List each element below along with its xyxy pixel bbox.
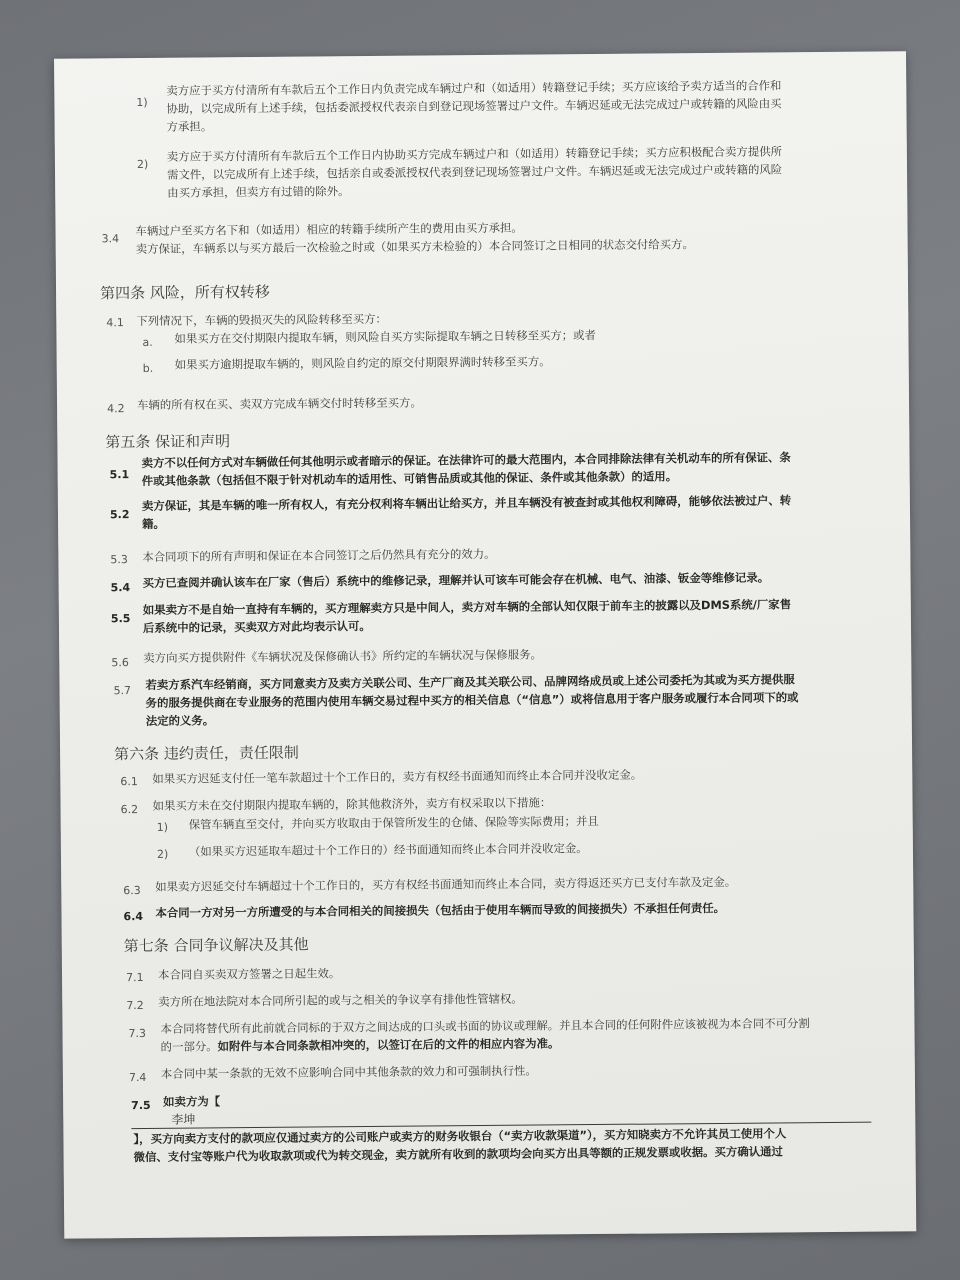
clause-number: 5.5 xyxy=(110,612,131,626)
clause-number: 7.4 xyxy=(128,1070,147,1085)
section-title: 第七条 合同争议解决及其他 xyxy=(123,935,309,956)
clause-number: 5.3 xyxy=(110,553,128,567)
clause-line: 法定的义务。 xyxy=(145,713,215,728)
clause-line: 方承担。 xyxy=(166,119,213,134)
seller-name-handwritten: 李坤 xyxy=(171,1112,196,1127)
item-number: b. xyxy=(142,361,154,375)
clause-line: 车辆过户至买方名下和（如适用）相应的转籍手续所产生的费用由买方承担。 xyxy=(135,220,523,239)
clause-text: 的一部分。 xyxy=(160,1039,218,1054)
clause-line: 如果买方迟延支付任一笔车款超过十个工作日的，卖方有权经书面通知而终止本合同并没收定金。 xyxy=(152,767,643,786)
clause-line: 件或其他条款（包括但不限于针对机动车的适用性、可销售品质或其他的保证、条件或其他条款）的适用。 xyxy=(141,469,678,488)
clause-line: 籍。 xyxy=(142,516,165,531)
clause-line: 卖方所在地法院对本合同所引起的或与之相关的争议享有排他性管辖权。 xyxy=(158,991,523,1009)
clause-line: 如果买方在交付期限内提取车辆，则风险自买方实际提取车辆之日转移至买方；或者 xyxy=(174,327,596,346)
clause-number: 7.5 xyxy=(131,1098,151,1113)
clause-line: 卖方应于买方付清所有车款后五个工作日内协助买方完成车辆过户和（如适用）转籍登记手续；买方应积极配合卖方提供所 xyxy=(166,144,783,164)
clause-line: 需文件，以完成所有上述手续，包括亲自或委派授权代表到登记现场签署过户文件。车辆迟延或无法完成过户或转籍的风险 xyxy=(166,162,783,182)
clause-line: 卖方向买方提供附件《车辆状况及保修确认书》所约定的车辆状况与保修服务。 xyxy=(143,647,542,665)
clause-number: 6.3 xyxy=(123,883,141,898)
item-number: 1) xyxy=(136,95,148,109)
clause-line: 本合同一方对另一方所遭受的与本合同相关的间接损失（包括由于使用车辆而导致的间接损失）不承担任何责任。 xyxy=(155,900,726,920)
contract-page xyxy=(54,51,916,1238)
clause-line: 本合同自买卖双方签署之日起生效。 xyxy=(157,966,341,982)
section-title: 第四条 风险，所有权转移 xyxy=(99,282,270,303)
clause-number: 5.4 xyxy=(110,581,131,595)
item-number: 1) xyxy=(156,820,169,834)
clause-line: 本合同将替代所有此前就合同标的于双方之间达成的口头或书面的协议或理解。并且本合同的任何附件应该被视为本合同不可分割 xyxy=(160,1016,810,1036)
clause-number: 5.7 xyxy=(113,684,132,698)
clause-number: 6.2 xyxy=(120,803,139,817)
clause-line: 车辆的所有权在买、卖双方完成车辆交付时转移至买方。 xyxy=(136,395,422,413)
clause-line: 若卖方系汽车经销商，买方同意卖方及卖方关联公司、生产厂商及其关联公司、品牌网络成员或上述公司委托为其或为买方提供服 xyxy=(145,672,795,692)
clause-line: 卖方应于买方付清所有车款后五个工作日内负责完成车辆过户和（如适用）转籍登记手续；买方应该给予卖方适当的合作和 xyxy=(166,78,782,98)
clause-line: 买方已查阅并确认该车在厂家（售后）系统中的维修记录，理解并认可该车可能会存在机械、电气、油漆、钣金等维修记录。 xyxy=(142,570,770,590)
clause-text-bold: 如附件与本合同条款相冲突的，以签订在后的文件的相应内容为准。 xyxy=(217,1036,560,1054)
clause-number: 5.6 xyxy=(111,656,129,670)
section-title: 第五条 保证和声明 xyxy=(105,432,231,452)
clause-line: 如果卖方不是自始一直持有车辆的，买方理解卖方只是中间人，卖方对车辆的全部认知仅限于前车主的披露以及DMS系统/厂家售 xyxy=(142,597,792,617)
item-number: 2) xyxy=(156,847,169,861)
clause-line: 本合同项下的所有声明和保证在本合同签订之后仍然具有充分的效力。 xyxy=(142,546,496,564)
clause-number: 6.1 xyxy=(120,775,138,789)
clause-line: 如果买方未在交付期限内提取车辆的，除其他救济外，卖方有权采取以下措施： xyxy=(152,795,552,813)
clause-line: 下列情况下，车辆的毁损灭失的风险转移至买方： xyxy=(136,311,387,329)
clause-line: （如果买方迟延取车超过十个工作日的）经书面通知而终止本合同并没收定金。 xyxy=(188,841,588,859)
clause-line: 卖方保证，其是车辆的唯一所有权人，有充分权利将车辆出让给买方，并且车辆没有被查封或其他权利障碍，能够依法被过户、转 xyxy=(141,493,792,513)
clause-number: 5.2 xyxy=(109,508,130,522)
clause-line xyxy=(161,1036,560,1053)
item-number: 2) xyxy=(136,157,149,171)
clause-line: 卖方保证，车辆系以与买方最后一次检验之时或（如果买方未检验的）本合同签订之日相同的状态交付给买方。 xyxy=(135,237,694,257)
clause-number: 4.2 xyxy=(107,402,125,416)
clause-line: 如果买方逾期提取车辆的，则风险自约定的原交付期限界满时转移至买方。 xyxy=(174,354,551,372)
clause-number: 4.1 xyxy=(106,316,124,330)
clause-number: 7.3 xyxy=(128,1026,147,1041)
section-title: 第六条 违约责任，责任限制 xyxy=(114,743,299,764)
clause-number: 7.1 xyxy=(125,970,144,985)
clause-number: 6.4 xyxy=(123,909,144,924)
clause-number: 5.1 xyxy=(109,468,130,482)
clause-line: 如卖方为【 xyxy=(163,1094,221,1109)
clause-line: 由买方承担，但卖方有过错的除外。 xyxy=(167,184,350,200)
clause-line: 后系统中的记录，买卖双方对此均表示认可。 xyxy=(142,618,371,635)
clause-line: 协助，以完成所有上述手续，包括委派授权代表亲自到登记现场签署过户文件。车辆迟延或无法完成过户或转籍的风险由买 xyxy=(166,96,782,116)
item-number: a. xyxy=(142,335,153,349)
clause-line: 保管车辆直至交付，并向买方收取由于保管所发生的仓储、保险等实际费用；并且 xyxy=(188,813,599,832)
clause-line: 本合同中某一条款的无效不应影响合同中其他条款的效力和可强制执行性。 xyxy=(160,1063,537,1081)
clause-line: 如果卖方迟延交付车辆超过十个工作日的，买方有权经书面通知而终止本合同，卖方得返还买方已支付车款及定金。 xyxy=(155,874,737,894)
clause-line: 】，买方向卖方支付的款项应仅通过卖方的公司账户或卖方的财务收银台（“卖方收款渠道”），买方知晓卖方不允许其员工使用个人 xyxy=(133,1126,787,1147)
clause-line: 卖方不以任何方式对车辆做任何其他明示或者暗示的保证。在法律许可的最大范围内，本合同排除法律有关机动车的所有保证、条 xyxy=(141,450,791,470)
clause-number: 7.2 xyxy=(126,998,144,1013)
clause-number: 3.4 xyxy=(101,232,120,246)
clause-line: 微信、支付宝等账户代为收取款项或代为转交现金，卖方就所有收到的款项均会向买方出具等额的正规发票或收据。买方确认通过 xyxy=(133,1144,783,1165)
clause-line: 务的服务提供商在专业服务的范围内使用车辆交易过程中买方的相关信息（“信息”）或将信息用于客户服务或履行本合同项下的或 xyxy=(145,690,799,710)
